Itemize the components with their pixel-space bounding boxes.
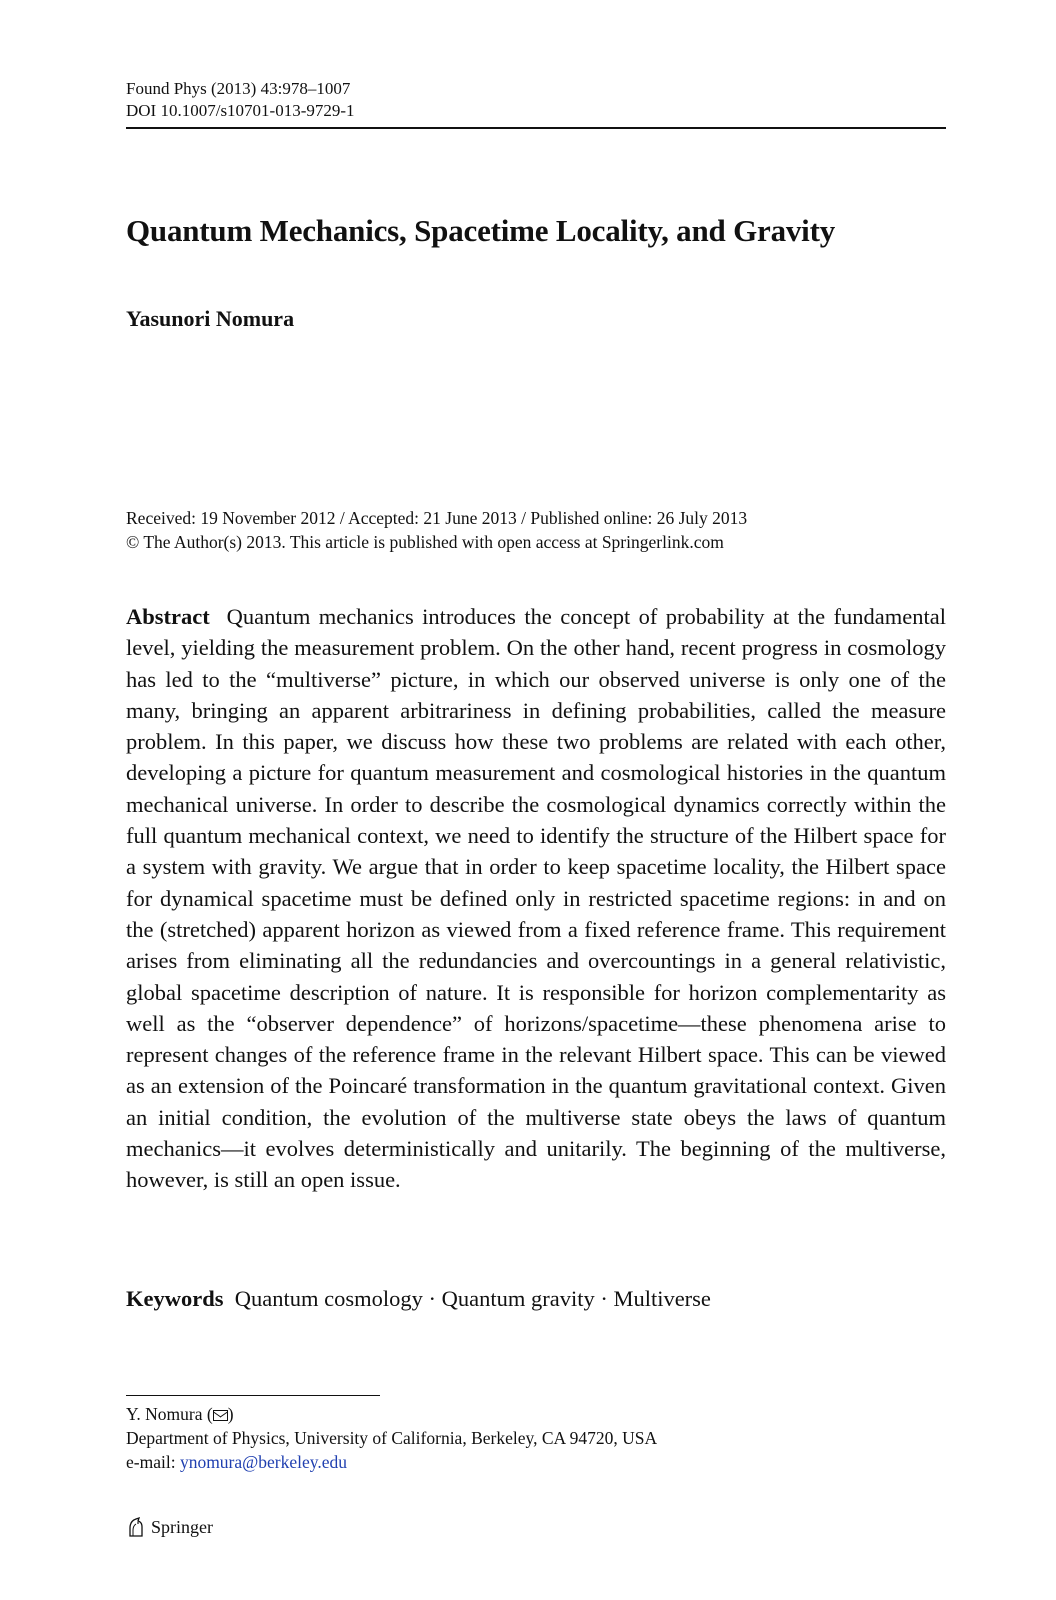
journal-info [126, 78, 355, 122]
keywords-label: Keywords [126, 1286, 224, 1311]
history-line: Received: 19 November 2012 / Accepted: 21 June 2013 / Published online: 26 July 2013 [126, 508, 748, 528]
paren-close: ) [227, 1404, 234, 1424]
abstract [126, 601, 946, 1196]
publisher-mark [126, 1516, 213, 1538]
envelope-icon [213, 1410, 228, 1421]
paren-open: ( [206, 1404, 213, 1424]
journal-citation: Found Phys (2013) 43:978–1007 [126, 79, 351, 98]
author-short: Y. Nomura [126, 1404, 203, 1424]
email-line [126, 1450, 657, 1474]
springer-horse-icon [126, 1516, 146, 1538]
corresponding-author-line [126, 1402, 657, 1426]
abstract-label: Abstract [126, 604, 210, 629]
footnote-rule [126, 1395, 380, 1396]
doi: DOI 10.1007/s10701-013-9729-1 [126, 101, 355, 120]
paper-title: Quantum Mechanics, Spacetime Locality, and Gravity [126, 213, 836, 248]
publication-dates [126, 506, 747, 554]
email-link[interactable]: ynomura@berkeley.edu [179, 1452, 348, 1472]
publisher-name: Springer [151, 1516, 213, 1537]
copyright-line: © The Author(s) 2013. This article is published with open access at Springerlink.com [126, 532, 724, 552]
keywords-text: Quantum cosmology · Quantum gravity · Multiverse [234, 1286, 711, 1311]
abstract-text: Quantum mechanics introduces the concept of probability at the fundamental level, yielding the measurement problem. On the other hand, recent progress in cosmology has led to the “multiverse” picture, in which our observed universe is only one of the many, bringing an apparent arbitrariness in defining probabilities, called the measure problem. In this paper, we discuss how these two problems are related with each other, developing a picture for quantum measurement and cosmological histories in the quantum mechanical universe. In order to describe the cosmological dynamics correctly within the full quantum mechanical context, we need to identify the structure of the Hilbert space for a system with gravity. We argue that in order to keep spacetime locality, the Hilbert space for dynamical spacetime must be defined only in restricted spacetime regions: in and on the (stretched) apparent horizon as viewed from a fixed reference frame. This requirement arises from eliminating all the redundancies and overcountings in a general relativistic, global spacetime description of nature. It is responsible for horizon complementarity as well as the “observer dependence” of horizons/spacetime—these phenomena arise to represent changes of the reference frame in the relevant Hilbert space. This can be viewed as an extension of the Poincaré transformation in the quantum gravitational context. Given an initial condition, the evolution of the multiverse state obeys the laws of quantum mechanics—it evolves deterministically and unitarily. The beginning of the multiverse, however, is still an open issue. [126, 604, 947, 1193]
email-label: e-mail: [126, 1452, 180, 1472]
department: Department of Physics, University of California, Berkeley, CA 94720, USA [126, 1428, 658, 1448]
author-name: Yasunori Nomura [126, 306, 295, 331]
author-affiliation [126, 1402, 657, 1474]
header-rule [126, 127, 946, 129]
keywords [126, 1284, 711, 1314]
